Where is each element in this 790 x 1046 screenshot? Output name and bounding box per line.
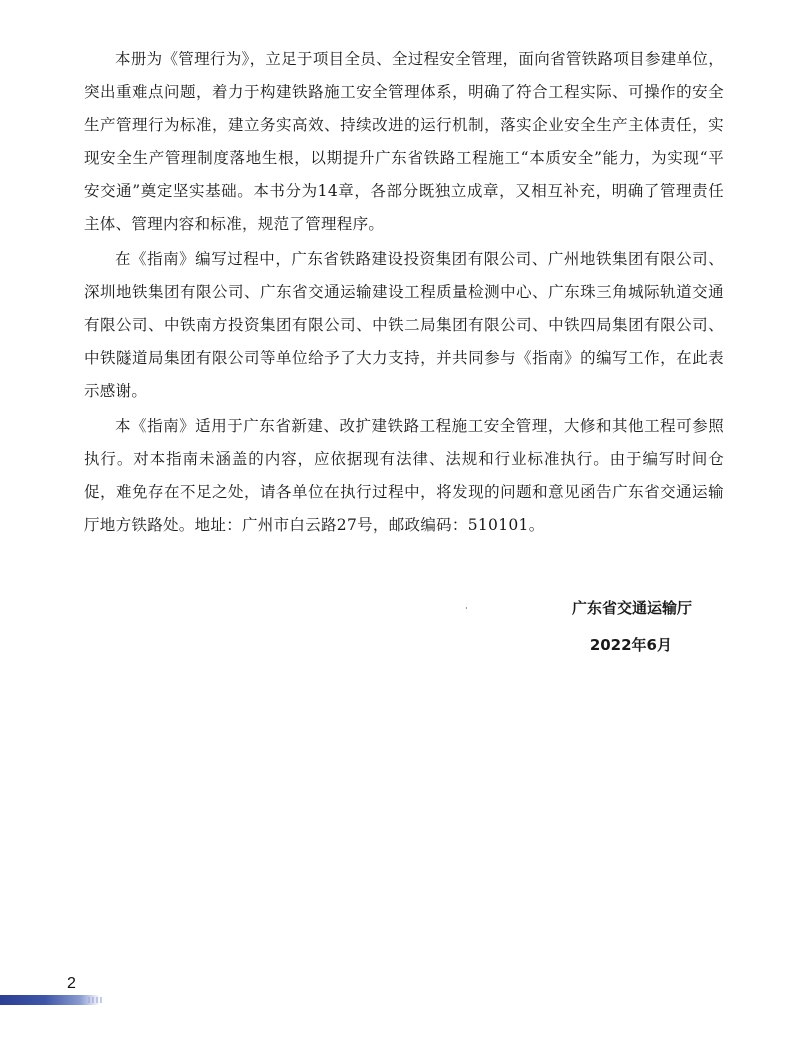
preface-body	[84, 43, 724, 544]
footer-accent-bar	[0, 995, 100, 1005]
paragraph-scope: 本册为《管理行为》，立足于项目全员、全过程安全管理，面向省管铁路项目参建单位，突出重难点问题，着力于构建铁路施工安全管理体系，明确了符合工程实际、可操作的安全生产管理行为标准，建立务实高效、持续改进的运行机制，落实企业安全生产主体责任，实现安全生产管理制度落地生根，以期提升广东省铁路工程施工“本质安全”能力，为实现“平安交通”奠定坚实基础。本书分为14章，各部分既独立成章，又相互补充，明确了管理责任主体、管理内容和标准，规范了管理程序。	[84, 50, 724, 233]
paragraph-acknowledgements: 在《指南》编写过程中，广东省铁路建设投资集团有限公司、广州地铁集团有限公司、深圳地铁集团有限公司、广东省交通运输建设工程质量检测中心、广东珠三角城际轨道交通有限公司、中铁南方投资集团有限公司、中铁二局集团有限公司、中铁四局集团有限公司、中铁隧道局集团有限公司等单位给予了大力支持，并共同参与《指南》的编写工作，在此表示感谢。	[84, 250, 724, 400]
signature-date: 2022年6月	[589, 636, 672, 654]
scan-speck	[466, 607, 467, 609]
page-number: 2	[67, 975, 76, 992]
paragraph-applicability: 本《指南》适用于广东省新建、改扩建铁路工程施工安全管理，大修和其他工程可参照执行。对本指南未涵盖的内容，应依据现有法律、法规和行业标准执行。由于编写时间仓促，难免存在不足之处，请各单位在执行过程中，将发现的问题和意见函告广东省交通运输厅地方铁路处。地址：广州市白云路27号，邮政编码：510101。	[84, 417, 724, 534]
signature-organization: 广东省交通运输厅	[571, 599, 692, 617]
signature-block	[492, 596, 692, 657]
footer-accent-fade	[88, 997, 102, 1003]
